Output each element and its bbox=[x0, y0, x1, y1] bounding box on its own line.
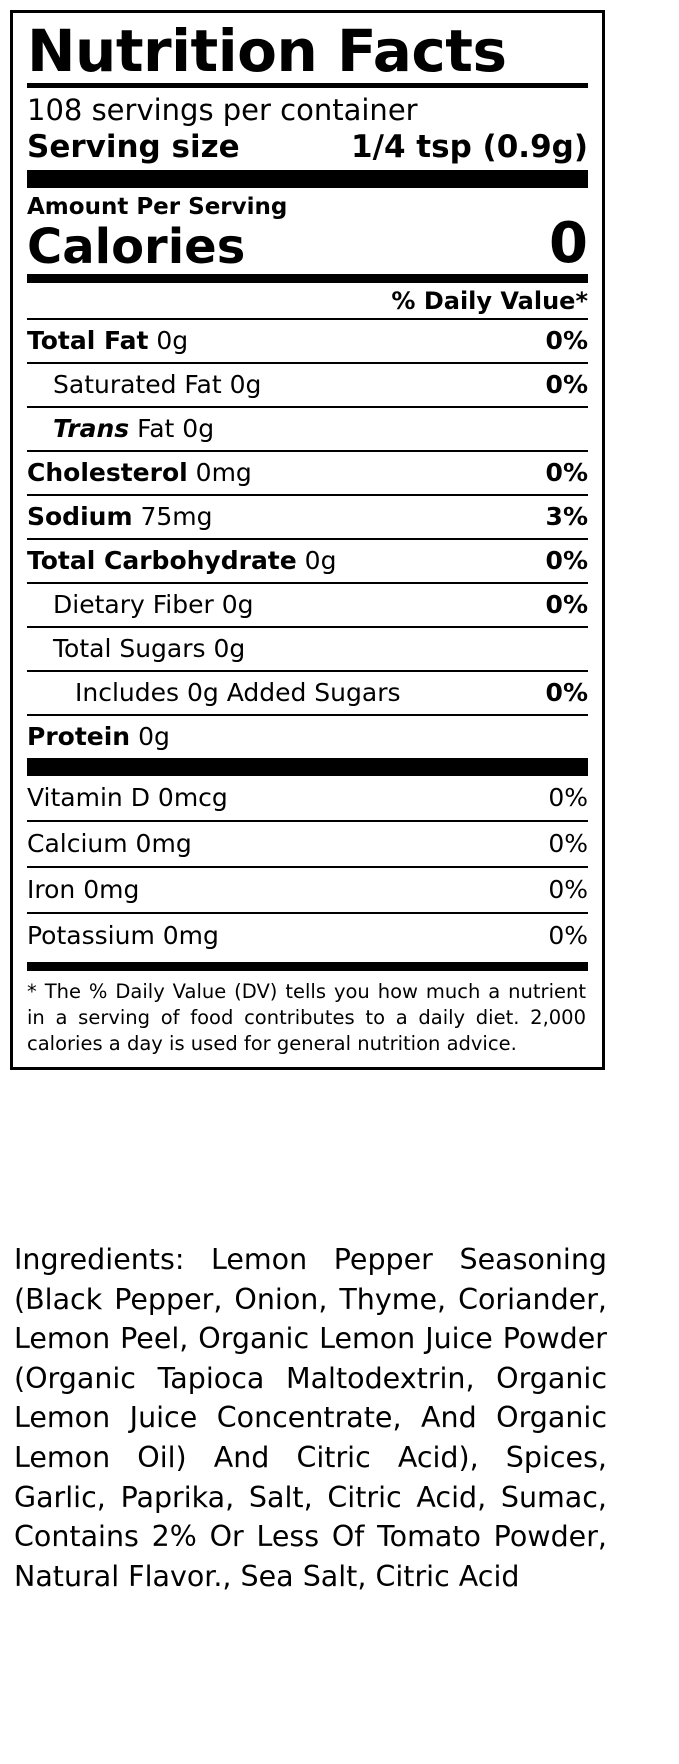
vitamin-dv: 0% bbox=[548, 921, 588, 951]
nutrient-dv: 0% bbox=[545, 326, 588, 356]
nutrient-dv: 0% bbox=[545, 590, 588, 620]
calories-label: Calories bbox=[27, 218, 246, 275]
nutrient-row-total-carbohydrate bbox=[27, 540, 588, 582]
nutrient-name: Total Fat 0g bbox=[27, 326, 189, 356]
nutrient-row-added-sugars bbox=[27, 672, 588, 714]
nutrient-dv: 0% bbox=[545, 458, 588, 488]
serving-size-row bbox=[27, 129, 588, 165]
nutrient-name: Total Sugars 0g bbox=[53, 634, 246, 664]
nutrient-name: Cholesterol 0mg bbox=[27, 458, 252, 488]
nutrient-row-sodium bbox=[27, 496, 588, 538]
ingredients-text: Ingredients: Lemon Pepper Seasoning (Black Pepper, Onion, Thyme, Coriander, Lemon Peel, Organic Lemon Juice Powder (Organic Tapioca Maltodextrin, Organic Lemon Juice Concentrate, And Organic Lemon Oil) And Citric Acid), Spices, Garlic, Paprika, Salt, Citric Acid, Sumac, Contains 2% Or Less Of Tomato Powder, Natural Flavor., Sea Salt, Citric Acid bbox=[14, 1243, 607, 1593]
divider-footnote bbox=[27, 962, 588, 971]
nutrient-name: Total Carbohydrate 0g bbox=[27, 546, 337, 576]
vitamin-dv: 0% bbox=[548, 875, 588, 905]
nutrient-dv: 0% bbox=[545, 546, 588, 576]
serving-size-value: 1/4 tsp (0.9g) bbox=[351, 129, 588, 166]
vitamin-name: Calcium 0mg bbox=[27, 829, 192, 859]
page-title: Nutrition Facts bbox=[27, 17, 507, 85]
nutrient-row-saturated-fat bbox=[27, 364, 588, 406]
vitamin-name: Potassium 0mg bbox=[27, 921, 219, 951]
vitamin-name: Iron 0mg bbox=[27, 875, 140, 905]
serving-size-label: Serving size bbox=[27, 129, 240, 166]
vitamin-row-potassium bbox=[27, 914, 588, 958]
daily-value-header: % Daily Value* bbox=[391, 287, 588, 316]
nutrition-facts-panel bbox=[10, 10, 605, 1070]
nutrient-dv: 0% bbox=[545, 370, 588, 400]
nutrient-name: Saturated Fat 0g bbox=[53, 370, 262, 400]
nutrient-row-protein bbox=[27, 716, 588, 758]
vitamin-row-iron bbox=[27, 868, 588, 912]
vitamin-row-calcium bbox=[27, 822, 588, 866]
nutrient-row-trans-fat bbox=[27, 408, 588, 450]
nutrient-dv: 0% bbox=[545, 678, 588, 708]
nutrient-row-dietary-fiber bbox=[27, 584, 588, 626]
vitamin-name: Vitamin D 0mcg bbox=[27, 783, 228, 813]
divider-heavy-top bbox=[27, 170, 588, 188]
nutrient-name: Trans Fat 0g bbox=[53, 414, 215, 444]
servings-per-container: 108 servings per container bbox=[27, 93, 418, 128]
nutrient-row-cholesterol bbox=[27, 452, 588, 494]
nutrient-name: Sodium 75mg bbox=[27, 502, 213, 532]
vitamin-row-vitamin-d bbox=[27, 776, 588, 820]
calories-row bbox=[27, 211, 588, 277]
vitamin-dv: 0% bbox=[548, 783, 588, 813]
calories-value: 0 bbox=[549, 211, 588, 277]
divider-heavy-vitamins bbox=[27, 758, 588, 776]
nutrient-row-total-fat bbox=[27, 320, 588, 362]
nutrient-name: Includes 0g Added Sugars bbox=[75, 678, 401, 708]
nutrient-row-total-sugars bbox=[27, 628, 588, 670]
amount-per-serving-label: Amount Per Serving bbox=[27, 194, 288, 221]
nutrient-name: Protein 0g bbox=[27, 722, 170, 752]
nutrient-dv: 3% bbox=[545, 502, 588, 532]
divider-calories bbox=[27, 274, 588, 283]
nutrient-name: Dietary Fiber 0g bbox=[53, 590, 254, 620]
vitamin-dv: 0% bbox=[548, 829, 588, 859]
daily-value-footnote: * The % Daily Value (DV) tells you how much a nutrient in a serving of food contributes to a daily diet. 2,000 calories a day is used for general nutrition advice. bbox=[27, 980, 586, 1055]
